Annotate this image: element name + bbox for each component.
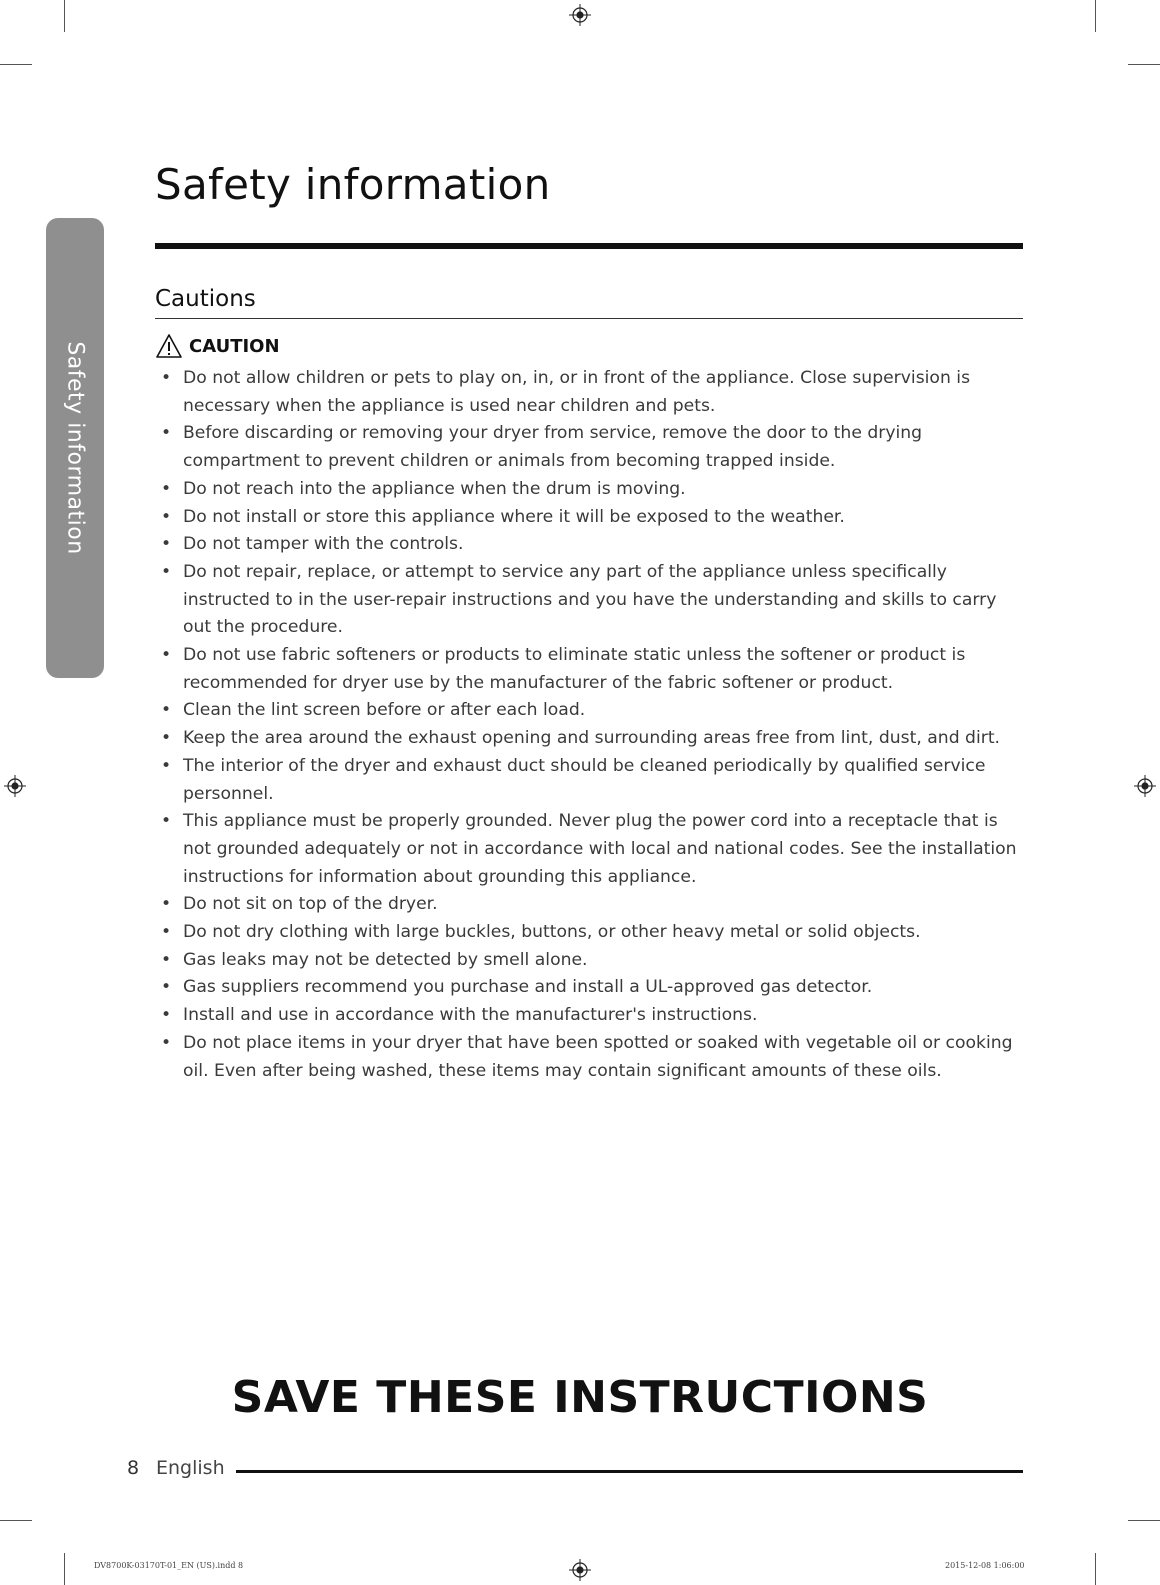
bullet-glyph: •: [161, 506, 172, 527]
list-item: [155, 559, 1025, 642]
bullet-glyph: •: [161, 700, 172, 721]
bullet-glyph: •: [161, 645, 172, 666]
warning-triangle-icon: [155, 333, 183, 359]
list-item-text: Gas leaks may not be detected by smell alone.: [183, 949, 588, 970]
list-item-text: Install and use in accordance with the manufacturer's instructions.: [183, 1005, 758, 1026]
bullet-glyph: •: [161, 728, 172, 749]
registration-mark-icon: [4, 775, 26, 797]
list-item: [155, 697, 1025, 725]
list-item: [155, 1030, 1025, 1085]
list-item-text: Do not tamper with the controls.: [183, 534, 464, 555]
list-item-text: Do not dry clothing with large buckles, buttons, or other heavy metal or solid objects.: [183, 922, 921, 943]
list-item-text: Do not allow children or pets to play on, in, or in front of the appliance. Close supervision is necessary when the appliance is used near children and pets.: [183, 368, 971, 416]
crop-mark-bottom-right-horizontal: [1128, 1520, 1160, 1521]
print-slug-filename: DV8700K-03170T-01_EN (US).indd 8: [94, 1561, 244, 1570]
list-item-text: Before discarding or removing your dryer from service, remove the door to the drying compartment to prevent children or animals from becoming trapped inside.: [183, 423, 923, 472]
list-item: [155, 504, 1025, 532]
list-item: [155, 476, 1025, 504]
caution-list: [155, 365, 1025, 1085]
list-item-text: Do not sit on top of the dryer.: [183, 894, 438, 915]
crop-mark-bottom-right-vertical: [1095, 1553, 1096, 1585]
list-item-text: Keep the area around the exhaust opening and surrounding areas free from lint, dust, and dirt.: [183, 728, 1001, 749]
list-item: [155, 891, 1025, 919]
side-tab-label: Safety information: [62, 341, 88, 555]
registration-mark-icon: [1134, 775, 1156, 797]
footer-rule: [236, 1470, 1023, 1473]
registration-mark-icon: [569, 1559, 591, 1581]
list-item: [155, 642, 1025, 697]
list-item-text: Do not place items in your dryer that have been spotted or soaked with vegetable oil or cooking oil. Even after being washed, these items may contain significant amounts of these oils.: [183, 1032, 1013, 1081]
list-item: [155, 531, 1025, 559]
list-item: [155, 919, 1025, 947]
crop-mark-top-left-vertical: [64, 0, 65, 32]
list-item: [155, 974, 1025, 1002]
list-item: [155, 420, 1025, 475]
bullet-glyph: •: [161, 534, 172, 555]
list-item: [155, 1002, 1025, 1030]
list-item-text: Clean the lint screen before or after each load.: [183, 700, 586, 721]
bullet-glyph: •: [161, 561, 172, 582]
crop-mark-bottom-left-horizontal: [0, 1520, 32, 1521]
list-item-text: The interior of the dryer and exhaust duct should be cleaned periodically by qualified service personnel.: [183, 755, 986, 804]
section-rule: [155, 318, 1023, 319]
list-item: [155, 753, 1025, 808]
caution-label: CAUTION: [189, 335, 280, 357]
bullet-glyph: •: [161, 1005, 172, 1026]
section-title: Cautions: [155, 286, 256, 312]
bullet-glyph: •: [161, 949, 172, 970]
page-number: 8: [127, 1457, 140, 1479]
bullet-glyph: •: [161, 894, 172, 915]
bullet-glyph: •: [161, 755, 172, 776]
bullet-glyph: •: [161, 922, 172, 943]
bullet-glyph: •: [161, 811, 172, 832]
page-title: Safety information: [155, 160, 551, 209]
list-item-text: Gas suppliers recommend you purchase and install a UL-approved gas detector.: [183, 977, 873, 998]
save-instructions-heading: SAVE THESE INSTRUCTIONS: [231, 1372, 929, 1423]
crop-mark-top-left-horizontal: [0, 64, 32, 65]
bullet-glyph: •: [161, 977, 172, 998]
list-item-text: Do not repair, replace, or attempt to service any part of the appliance unless specifically instructed to in the user-repair instructions and you have the understanding and skills to carry out the procedure.: [183, 561, 997, 638]
caution-heading: [155, 330, 280, 362]
bullet-glyph: •: [161, 368, 172, 388]
list-item: [155, 808, 1025, 891]
crop-mark-bottom-left-vertical: [64, 1553, 65, 1585]
title-rule: [155, 243, 1023, 249]
print-slug-timestamp: 2015-12-08 1:06:00: [945, 1561, 1025, 1570]
crop-mark-top-right-vertical: [1095, 0, 1096, 32]
bullet-glyph: •: [161, 1032, 172, 1053]
list-item: [155, 365, 1025, 420]
registration-mark-icon: [569, 4, 591, 26]
list-item-text: Do not use fabric softeners or products to eliminate static unless the softener or product is recommended for dryer use by the manufacturer of the fabric softener or product.: [183, 645, 966, 693]
bullet-glyph: •: [161, 478, 172, 499]
list-item: [155, 725, 1025, 753]
list-item-text: Do not reach into the appliance when the drum is moving.: [183, 478, 686, 499]
list-item-text: This appliance must be properly grounded. Never plug the power cord into a receptacle that is not grounded adequately or not in accordance with local and national codes. See the installation instructions for information about grounding this appliance.: [183, 811, 1017, 887]
list-item-text: Do not install or store this appliance where it will be exposed to the weather.: [183, 506, 845, 527]
list-item: [155, 947, 1025, 975]
crop-mark-top-right-horizontal: [1128, 64, 1160, 65]
bullet-glyph: •: [161, 423, 172, 444]
footer-language: English: [156, 1457, 225, 1479]
